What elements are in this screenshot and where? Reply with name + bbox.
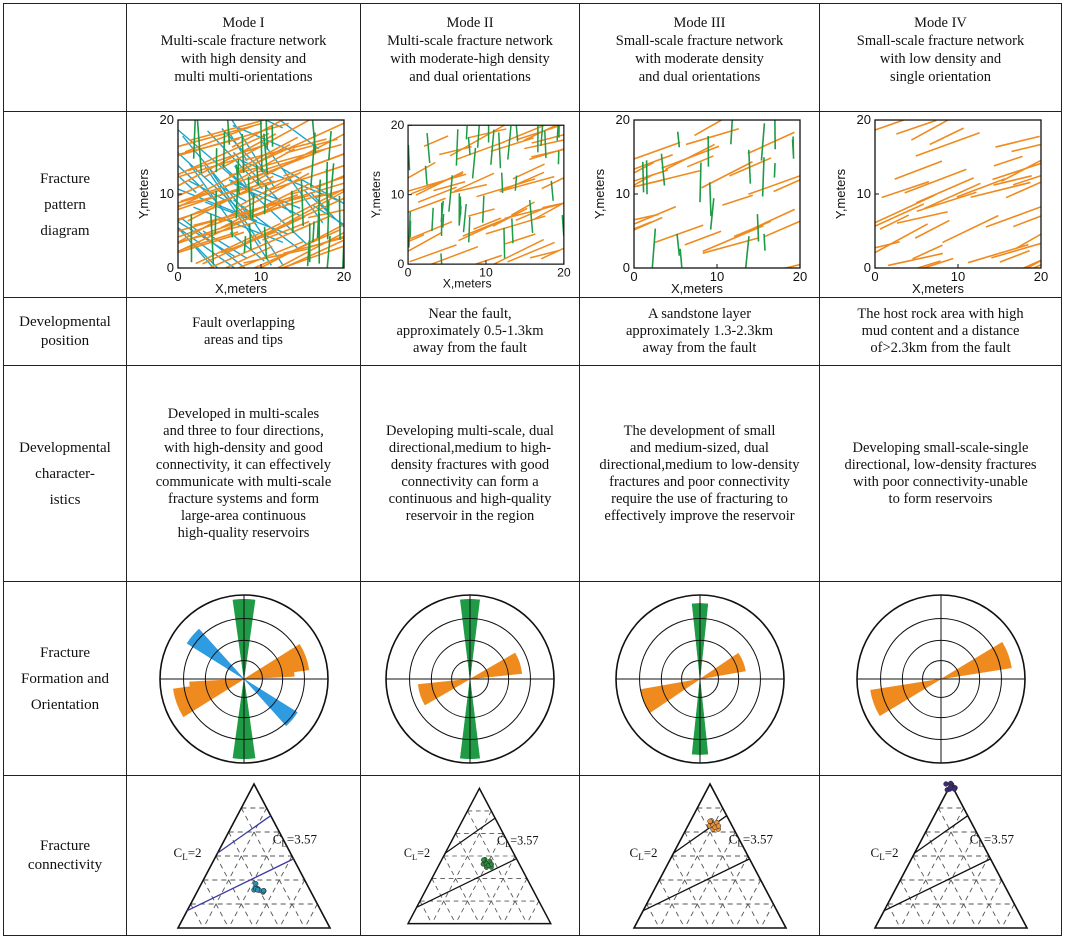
mode-3-title: Mode III (673, 15, 726, 31)
green-fracture (502, 172, 503, 192)
mode-3-char-4: fractures and poor connectivity (609, 473, 790, 490)
green-fracture (252, 194, 253, 219)
orange-fracture (626, 142, 679, 161)
mode-3-position (580, 298, 820, 366)
mode-3-subtitle-2: with moderate density (635, 51, 764, 67)
mode-1-header (127, 4, 361, 112)
connectivity-point (489, 862, 494, 867)
x-tick-label: 20 (1033, 268, 1048, 284)
mode-4-pattern-diagram (827, 114, 1055, 296)
y-tick-label: 10 (615, 185, 630, 201)
mode-3-ternary-diagram (586, 778, 814, 934)
mode-4-x-axis-label: X,meters (911, 280, 964, 296)
y-tick-label: 0 (397, 256, 405, 271)
y-tick-label: 10 (159, 185, 174, 201)
mode-2-char-6: reservoir in the region (405, 507, 535, 524)
orange-fracture (477, 178, 536, 196)
green-fracture (223, 131, 224, 167)
row-label-position-2: position (40, 332, 90, 349)
orange-petal (470, 652, 522, 678)
x-tick-label: 10 (709, 268, 724, 284)
green-fracture (512, 218, 513, 243)
green-fracture (764, 233, 765, 250)
orange-fracture (870, 223, 927, 254)
orange-fracture (881, 181, 928, 197)
mode-2-rose-cell (361, 582, 580, 776)
orange-fracture (906, 258, 953, 273)
ternary-grid-line (527, 901, 539, 924)
orange-fracture (904, 169, 966, 192)
mode-2-characteristics (361, 366, 580, 582)
mode-1-characteristics (127, 366, 361, 582)
characteristics-row (4, 366, 1062, 582)
mode-2-subtitle-3: and dual orientations (409, 69, 531, 85)
ternary-grid-line (672, 856, 710, 928)
orange-fracture (896, 120, 936, 134)
y-tick-label: 0 (622, 259, 630, 275)
y-tick-label: 10 (856, 185, 871, 201)
green-fracture (466, 125, 467, 138)
x-tick-label: 0 (629, 268, 638, 284)
mode-3-rose-diagram (610, 589, 790, 769)
orange-fracture (505, 204, 560, 218)
mode-2-position-3: away from the fault (413, 340, 527, 356)
mode-1-pattern-diagram (130, 114, 358, 296)
mode-4-subtitle-1: Small-scale fracture network (856, 33, 1025, 49)
mode-4-header (820, 4, 1062, 112)
cl-3.57-label: $C_L=3.57$ (969, 831, 1014, 849)
orange-fracture (542, 170, 577, 188)
green-fracture (249, 223, 251, 249)
mode-4-pattern-cell (820, 112, 1062, 298)
cl-2-line (217, 815, 270, 852)
mode-3-char-6: effectively improve the reservoir (604, 507, 795, 524)
mode-3-char-2: and medium-sized, dual (630, 439, 769, 456)
mode-3-characteristics (580, 366, 820, 582)
orange-fracture (513, 164, 545, 179)
mode-1-position-1: Fault overlapping (192, 314, 295, 331)
y-tick-label: 0 (863, 259, 871, 275)
connectivity-point (255, 887, 260, 892)
mode-2-y-axis-label: Y,meters (368, 170, 383, 218)
orange-fracture (684, 231, 720, 245)
mode-2-header (361, 4, 580, 112)
mode-1-title: Mode I (222, 15, 265, 31)
orange-fracture (993, 156, 1022, 165)
connectivity-point (943, 781, 948, 786)
mode-3-rose-cell (580, 582, 820, 776)
row-label-orientation-3: Orientation (30, 696, 100, 713)
cl-3.57-label: $C_L=3.57$ (728, 831, 773, 849)
ternary-grid-line (216, 856, 254, 928)
mode-4-characteristics (820, 366, 1062, 582)
cl-3.57-line (643, 858, 749, 910)
green-fracture (677, 233, 679, 255)
orange-fracture (654, 225, 702, 242)
mode-1-position (127, 298, 361, 366)
mode-4-ternary-cell (820, 776, 1062, 936)
mode-1-char-8: high-quality reservoirs (177, 524, 310, 541)
mode-2-ternary-cell (361, 776, 580, 936)
orange-fracture (942, 215, 998, 242)
ternary-grid-line (444, 856, 480, 924)
mode-1-char-7: large-area continuous (181, 507, 306, 524)
cl-2-label: $C_L=2$ (870, 844, 899, 862)
green-fracture (339, 196, 340, 240)
mode-2-ternary-diagram (363, 778, 577, 934)
mode-1-char-5: communicate with multi-scale (155, 473, 332, 490)
mode-4-char-3: with poor connectivity-unable (853, 473, 1028, 490)
connectivity-point (253, 881, 258, 886)
cl-3.57-label: $C_L=3.57$ (272, 831, 317, 849)
mode-4-rose-diagram (851, 589, 1031, 769)
green-fracture (449, 175, 452, 211)
blue-petal (187, 629, 244, 679)
mode-2-subtitle-1: Multi-scale fracture network (387, 33, 553, 49)
orientation-row (4, 582, 1062, 776)
mode-2-position-1: Near the fault, (428, 306, 512, 322)
mode-2-subtitle-2: with moderate-high density (390, 51, 550, 67)
green-fracture (469, 216, 470, 242)
mode-3-fractures (607, 113, 814, 271)
row-label-connectivity-2: connectivity (27, 856, 103, 873)
x-tick-label: 20 (336, 268, 351, 284)
y-tick-label: 20 (856, 113, 871, 127)
mode-3-pattern-diagram (586, 114, 814, 296)
green-fracture (443, 213, 444, 227)
ternary-grid-line (951, 856, 989, 928)
mode-1-char-3: with high-density and good (163, 439, 324, 456)
orange-fracture (405, 198, 446, 213)
connectivity-point (716, 823, 721, 828)
green-fracture (291, 190, 292, 232)
mode-2-pattern-diagram (363, 114, 577, 296)
x-tick-label: 0 (173, 268, 182, 284)
row-label-orientation-2: Formation and (21, 670, 109, 687)
orange-fracture (769, 259, 814, 272)
ternary-grid-line (938, 808, 1001, 928)
mode-4-title: Mode IV (914, 15, 967, 31)
connectivity-point (481, 857, 486, 862)
corner-cell (4, 4, 127, 112)
mode-4-subtitle-2: with low density and (879, 51, 1002, 67)
mode-2-char-5: continuous and high-quality (388, 490, 552, 507)
orange-fracture (427, 246, 478, 265)
orange-fracture (929, 128, 963, 144)
ternary-grid-line (241, 808, 304, 928)
ternary-grid-line (697, 808, 760, 928)
green-fracture (730, 118, 731, 144)
mode-3-x-axis-label: X,meters (670, 280, 723, 296)
green-fracture (483, 195, 484, 222)
cl-3.57-line (417, 858, 517, 907)
green-fracture (504, 227, 505, 257)
cl-2-line (914, 815, 967, 852)
green-fracture (530, 199, 533, 232)
mode-2-position-2: approximately 0.5-1.3km (396, 323, 544, 339)
green-fracture (699, 162, 700, 202)
y-tick-label: 10 (390, 186, 405, 201)
mode-1-subtitle-1: Multi-scale fracture network (160, 33, 327, 49)
cl-3.57-line (884, 858, 990, 910)
x-tick-label: 0 (870, 268, 879, 284)
green-fracture (328, 131, 330, 160)
mode-2-title: Mode II (446, 15, 494, 31)
green-fracture (468, 136, 470, 154)
orange-fracture (457, 141, 504, 158)
mode-2-char-1: Developing multi-scale, dual (386, 422, 554, 439)
mode-1-position-2: areas and tips (204, 331, 283, 348)
mode-2-rose-diagram (380, 589, 560, 769)
row-label-orientation (4, 582, 127, 776)
row-label-pattern-1: Fracture (40, 170, 90, 187)
mode-1-pattern-cell (127, 112, 361, 298)
mode-4-y-axis-label: Y,meters (832, 168, 848, 219)
mode-1-rose-diagram (154, 589, 334, 769)
y-tick-label: 20 (615, 113, 630, 127)
orange-fracture (915, 220, 949, 238)
green-fracture (409, 211, 410, 247)
ternary-grid-line (913, 856, 951, 928)
green-fracture (464, 204, 467, 232)
green-fracture (244, 236, 245, 253)
mode-2-position (361, 298, 580, 366)
row-label-characteristics-3: istics (49, 491, 81, 508)
orange-fracture (468, 128, 507, 137)
mode-1-char-4: connectivity, it can effectively (155, 456, 332, 473)
mode-2-char-4: connectivity can form a (401, 473, 539, 490)
ternary-grid-line (304, 904, 317, 928)
green-fracture (762, 157, 763, 196)
orange-fracture (410, 244, 457, 261)
row-label-position (4, 298, 127, 366)
mode-3-subtitle-1: Small-scale fracture network (615, 33, 784, 49)
orange-fracture (489, 239, 544, 266)
cl-2-label: $C_L=2$ (629, 844, 658, 862)
mode-3-pattern-cell (580, 112, 820, 298)
orange-fracture (734, 221, 771, 236)
mode-2-fractures (389, 114, 577, 270)
orange-fracture (747, 132, 794, 153)
x-tick-label: 10 (479, 264, 493, 279)
green-fracture (226, 114, 229, 145)
mode-4-char-2: directional, low-density fractures (844, 456, 1037, 473)
ternary-grid-line (760, 904, 773, 928)
mode-1-y-axis-label: Y,meters (135, 168, 151, 219)
header-row (4, 4, 1062, 112)
mode-4-char-1: Developing small-scale-single (852, 439, 1029, 456)
mode-4-rose-cell (820, 582, 1062, 776)
mode-3-position-3: away from the fault (642, 340, 757, 356)
position-row (4, 298, 1062, 366)
green-fracture (642, 161, 643, 192)
orange-petal (418, 679, 470, 705)
mode-4-ternary-diagram (827, 778, 1055, 934)
row-label-connectivity (4, 776, 127, 936)
green-fracture (709, 182, 710, 216)
row-label-characteristics (4, 366, 127, 582)
cl-2-label: $C_L=2$ (403, 845, 431, 862)
green-fracture (757, 214, 758, 241)
mode-1-char-2: and three to four directions, (163, 422, 324, 439)
orange-fracture (500, 176, 554, 191)
cl-3.57-label: $C_L=3.57$ (496, 832, 539, 849)
mode-2-x-axis-label: X,meters (442, 276, 492, 291)
mode-4-position-2: mud content and a distance (861, 323, 1020, 339)
mode-2-plot-frame (408, 125, 564, 264)
mode-4-fractures (861, 118, 1055, 279)
mode-3-header (580, 4, 820, 112)
green-fracture (516, 120, 518, 141)
green-fracture (326, 161, 327, 192)
orange-fracture (451, 184, 487, 192)
mode-4-char-4: to form reservoirs (888, 490, 993, 507)
green-fracture (774, 163, 775, 177)
y-tick-label: 0 (166, 259, 174, 275)
mode-2-char-2: directional,medium to high- (388, 439, 552, 456)
row-label-position-1: Developmental (19, 313, 111, 330)
mode-2-char-3: density fractures with good (390, 456, 550, 473)
mode-4-position (820, 298, 1062, 366)
orange-fracture (505, 234, 536, 244)
mode-4-position-1: The host rock area with high (857, 306, 1024, 322)
mode-1-rose-cell (127, 582, 361, 776)
row-label-connectivity-1: Fracture (40, 837, 90, 854)
orange-fracture (542, 199, 577, 207)
orange-fracture (1013, 208, 1055, 226)
green-fracture (312, 221, 313, 241)
mode-1-char-6: fracture systems and form (168, 490, 319, 507)
orange-fracture (861, 204, 923, 232)
row-label-orientation-1: Fracture (40, 644, 90, 661)
connectivity-point (707, 818, 712, 823)
row-label-pattern-2: pattern (44, 196, 86, 213)
green-fracture (677, 131, 679, 147)
green-fracture (508, 125, 511, 159)
green-fracture (327, 200, 328, 239)
ternary-grid-line (1001, 904, 1014, 928)
row-label-pattern (4, 112, 127, 298)
orange-petal (640, 679, 700, 713)
mode-3-position-1: A sandstone layer (647, 306, 752, 322)
mode-1-char-1: Developed in multi-scales (167, 405, 320, 422)
mode-3-y-axis-label: Y,meters (591, 168, 607, 219)
green-fracture (215, 190, 216, 233)
green-fracture (478, 121, 480, 147)
x-tick-label: 0 (404, 264, 412, 279)
ternary-grid-line (467, 810, 526, 923)
orange-fracture (991, 241, 1047, 258)
mode-1-subtitle-2: with high density and (180, 51, 307, 67)
orange-fracture (1011, 138, 1054, 151)
x-tick-label: 20 (792, 268, 807, 284)
green-fracture (761, 123, 764, 160)
green-fracture (652, 228, 655, 267)
orange-fracture (146, 207, 213, 228)
mode-3-subtitle-3: and dual orientations (638, 69, 761, 85)
orange-fracture (970, 182, 1030, 197)
fracture-mode-table (3, 3, 1062, 936)
x-tick-label: 10 (950, 268, 965, 284)
mode-4-subtitle-3: single orientation (889, 69, 992, 85)
green-fracture (231, 220, 232, 237)
green-fracture (499, 132, 501, 168)
mode-1-x-axis-label: X,meters (214, 280, 267, 296)
cl-2-line (445, 818, 495, 853)
mode-1-ternary-cell (127, 776, 361, 936)
green-fracture (441, 253, 442, 270)
cl-3.57-line (187, 858, 293, 910)
connectivity-point (948, 784, 953, 789)
mode-1-ternary-diagram (130, 778, 358, 934)
pattern-row (4, 112, 1062, 298)
green-fracture (748, 149, 750, 183)
orange-fracture (468, 208, 494, 215)
green-fracture (432, 207, 433, 230)
x-tick-label: 10 (253, 268, 268, 284)
orange-fracture (619, 206, 676, 230)
mode-1-subtitle-3: multi multi-orientations (174, 69, 313, 85)
mode-2-pattern-cell (361, 112, 580, 298)
mode-4-position-3: of>2.3km from the fault (870, 340, 1011, 356)
y-tick-label: 20 (159, 113, 174, 127)
orange-fracture (995, 136, 1039, 147)
green-fracture (427, 133, 430, 163)
row-label-characteristics-1: Developmental (19, 439, 111, 456)
y-tick-label: 20 (390, 117, 405, 132)
connectivity-point (261, 888, 266, 893)
orange-fracture (722, 195, 752, 205)
orange-fracture (625, 174, 652, 189)
green-fracture (541, 114, 544, 146)
orange-fracture (894, 161, 941, 179)
mode-3-position-2: approximately 1.3-2.3km (626, 323, 773, 339)
row-label-characteristics-2: character- (35, 465, 95, 482)
orange-fracture (888, 253, 943, 265)
green-fracture (680, 248, 682, 267)
x-tick-label: 20 (557, 264, 571, 279)
mode-3-char-1: The development of small (623, 422, 776, 439)
ternary-grid-line (710, 856, 748, 928)
mode-3-ternary-cell (580, 776, 820, 936)
green-fracture (456, 129, 457, 165)
cl-2-label: $C_L=2$ (173, 844, 202, 862)
row-label-pattern-3: diagram (40, 222, 90, 239)
connectivity-row (4, 776, 1062, 936)
mode-3-char-3: directional,medium to low-density (599, 456, 800, 473)
mode-3-char-5: require the use of fracturing to (611, 490, 788, 507)
green-fracture (426, 165, 427, 184)
